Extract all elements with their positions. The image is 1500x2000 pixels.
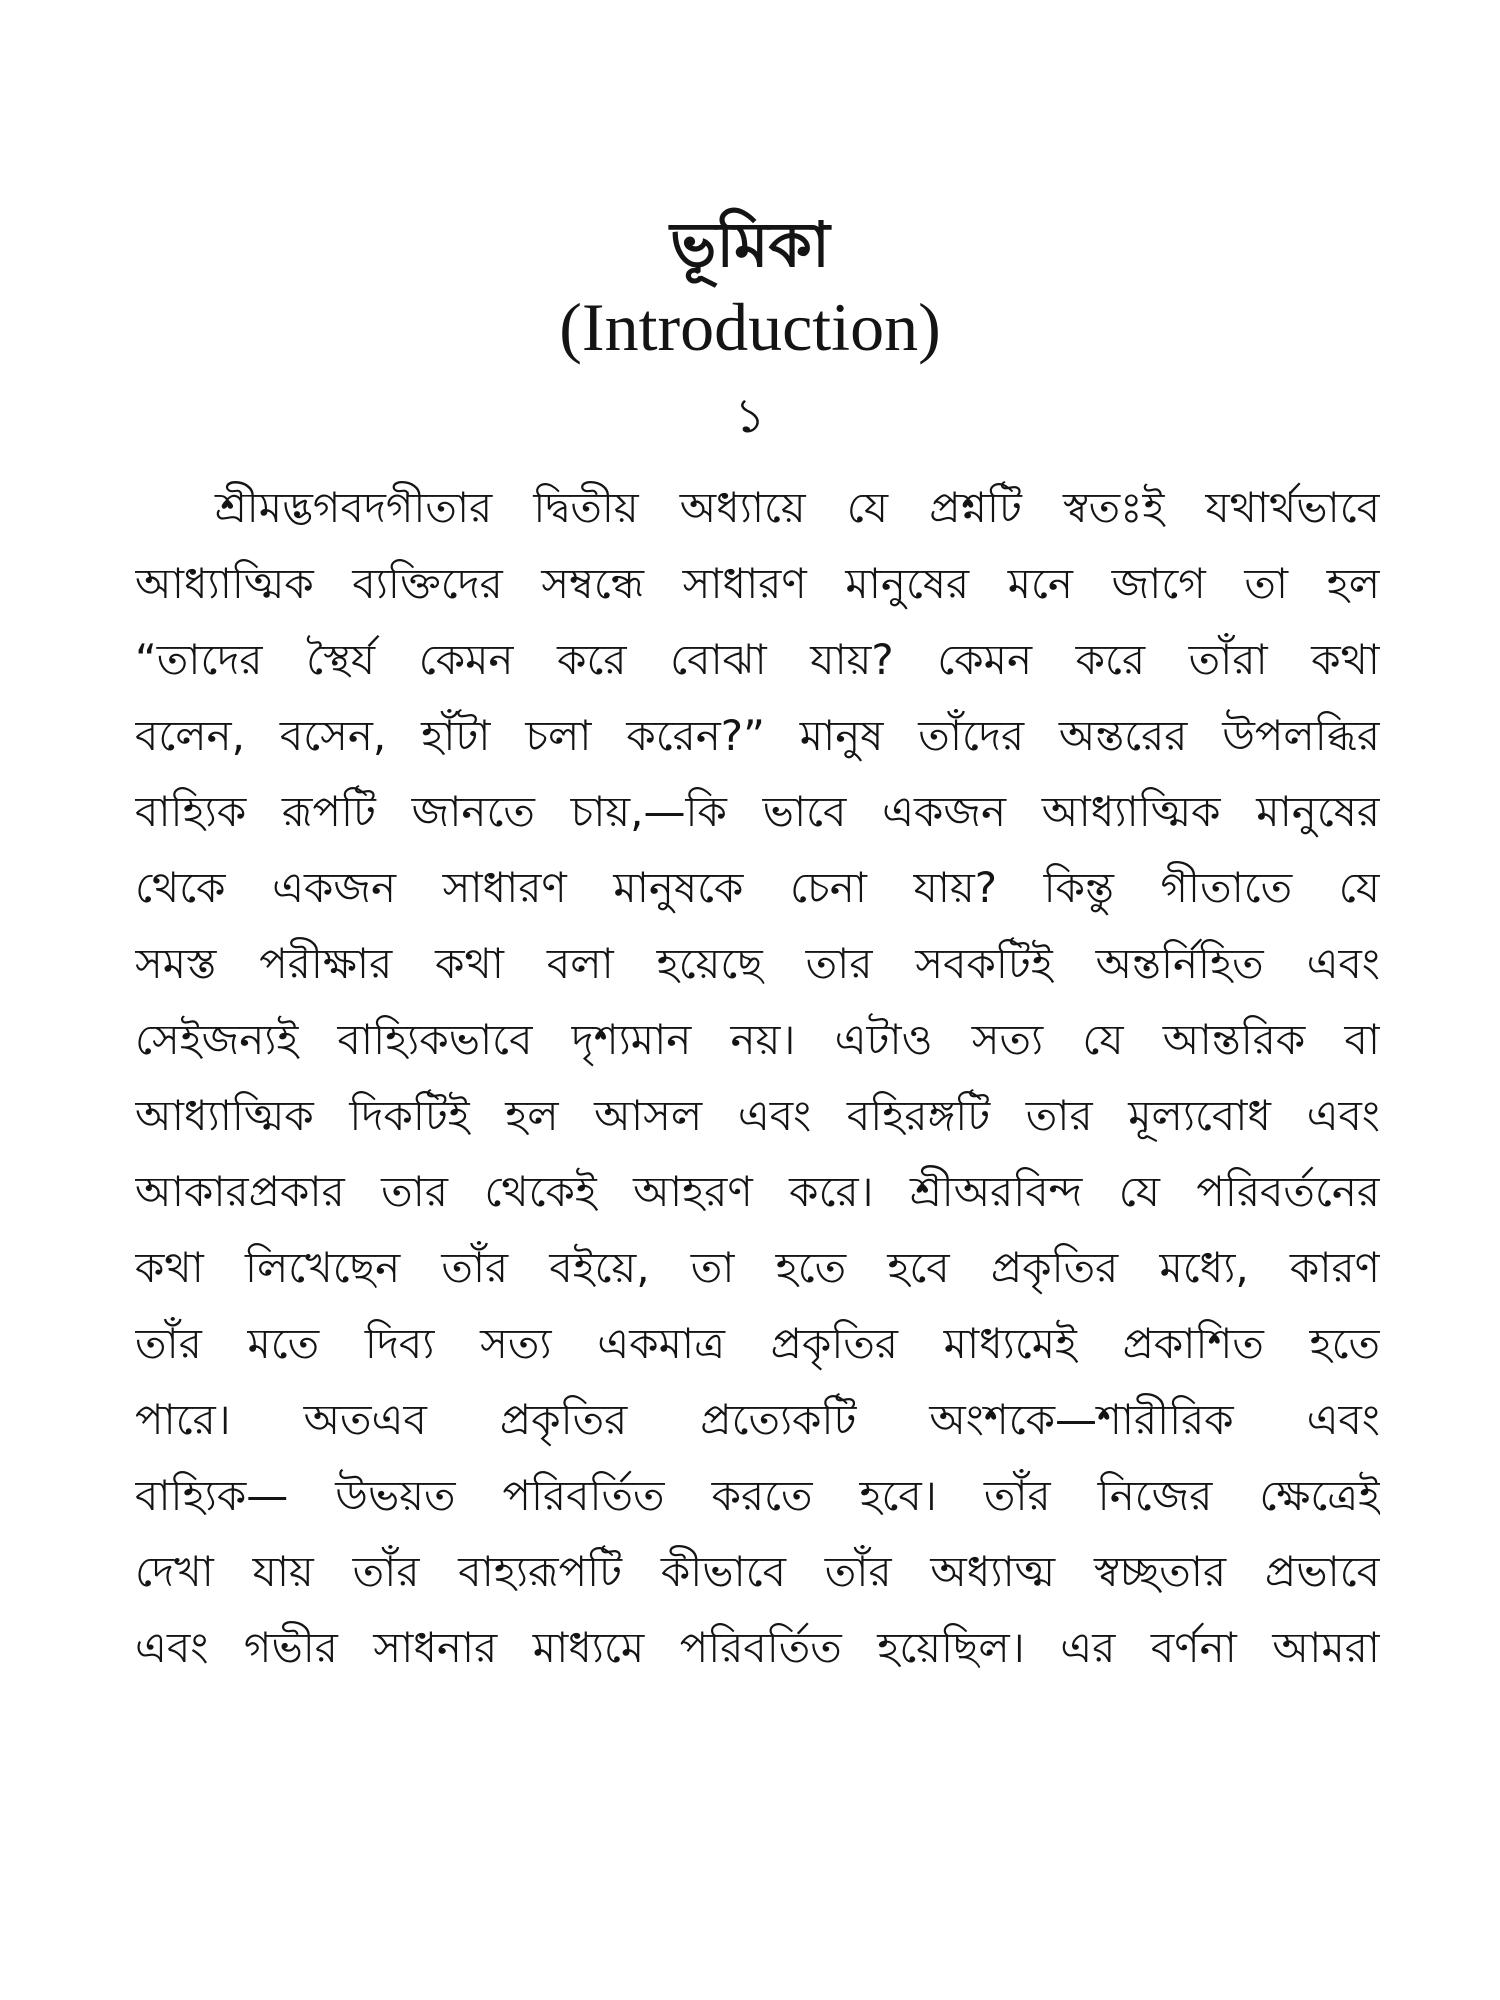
text-line: আধ্যাত্মিক ব্যক্তিদের সম্বন্ধে সাধারণ মানুষের মনে জাগে তা হল [135,559,1380,608]
text-line: থেকে একজন সাধারণ মানুষকে চেনা যায়? কিন্তু গীতাতে যে [135,863,1380,912]
text-line: পারে। অতএব প্রকৃতির প্রত্যেকটি অংশকে—শারীরিক এবং [135,1395,1380,1444]
text-line: সমস্ত পরীক্ষার কথা বলা হয়েছে তার সবকটিই অন্তর্নিহিত এবং [135,939,1380,988]
text-line: সেইজন্যই বাহ্যিকভাবে দৃশ্যমান নয়। এটাও সত্য যে আন্তরিক বা [135,1015,1380,1064]
text-line: বাহ্যিক— উভয়ত পরিবর্তিত করতে হবে। তাঁর নিজের ক্ষেত্রেই [135,1471,1380,1520]
text-line: শ্রীমদ্ভগবদগীতার দ্বিতীয় অধ্যায়ে যে প্রশ্নটি স্বতঃই যথার্থভাবে [215,483,1380,532]
text-line: এবং গভীর সাধনার মাধ্যমে পরিবর্তিত হয়েছিল। এর বর্ণনা আমরা [135,1623,1380,1672]
text-line: “তাদের স্থৈর্য কেমন করে বোঝা যায়? কেমন করে তাঁরা কথা [135,635,1380,684]
body-paragraph [135,470,1380,1686]
text-line: আকারপ্রকার তার থেকেই আহরণ করে। শ্রীঅরবিন্দ যে পরিবর্তনের [135,1167,1380,1216]
text-line: আধ্যাত্মিক দিকটিই হল আসল এবং বহিরঙ্গটি তার মূল্যবোধ এবং [135,1091,1380,1140]
text-line: বলেন, বসেন, হাঁটা চলা করেন?” মানুষ তাঁদের অন্তরের উপলব্ধির [135,711,1380,760]
chapter-title-english: (Introduction) [559,289,941,365]
text-line: তাঁর মতে দিব্য সত্য একমাত্র প্রকৃতির মাধ্যমেই প্রকাশিত হতে [135,1319,1380,1368]
text-line: কথা লিখেছেন তাঁর বইয়ে, তা হতে হবে প্রকৃতির মধ্যে, কারণ [135,1243,1380,1292]
section-number: ১ [734,388,766,444]
chapter-title-bengali: ভূমিকা [670,208,830,281]
text-line: বাহ্যিক রূপটি জানতে চায়,—কি ভাবে একজন আধ্যাত্মিক মানুষের [135,787,1380,836]
text-line: দেখা যায় তাঁর বাহ্যরূপটি কীভাবে তাঁর অধ্যাত্ম স্বচ্ছতার প্রভাবে [135,1547,1380,1596]
